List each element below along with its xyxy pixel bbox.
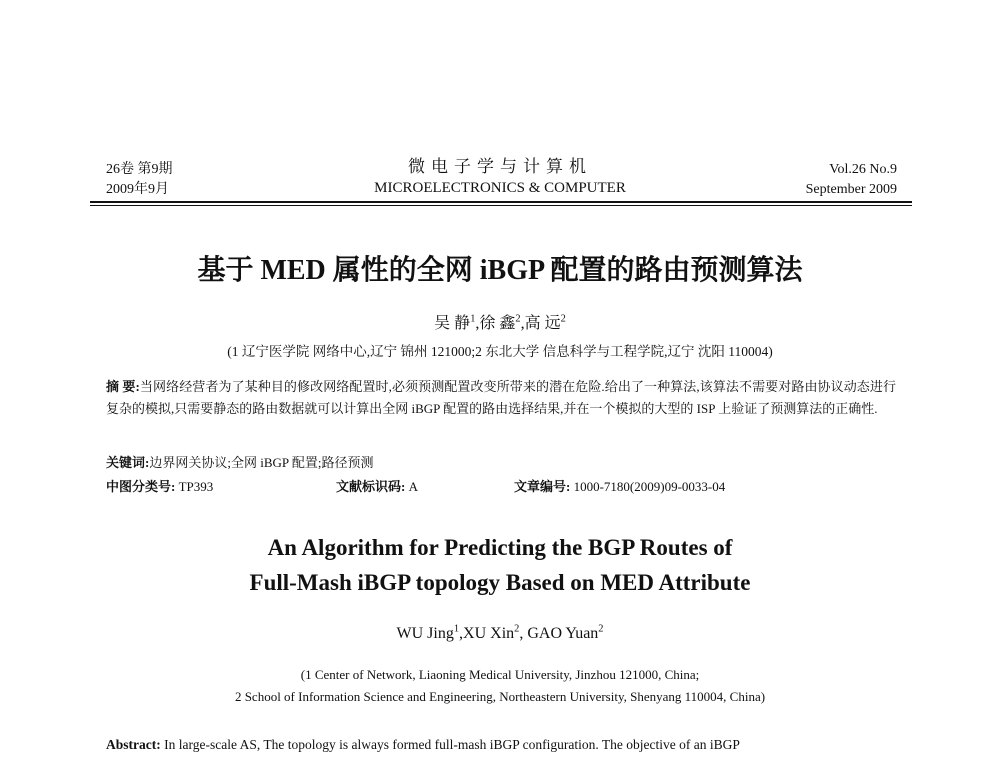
volume-issue-cn: 26卷 第9期	[106, 162, 173, 177]
author-name: 高 远	[524, 315, 561, 332]
author-name: WU Jing	[396, 625, 454, 642]
header-rule-thin	[90, 205, 912, 206]
author-name: 吴 静	[434, 315, 471, 332]
author-separator: ,	[520, 315, 525, 332]
author-affil-mark: 2	[515, 313, 521, 325]
clc-label: 中图分类号:	[106, 479, 176, 494]
header-rule-thick	[90, 201, 912, 203]
article-no-label: 文章编号:	[514, 479, 571, 494]
abstract-text-en: In large-scale AS, The topology is always formed full-mash iBGP configuration. The objective of an iBGP	[164, 737, 740, 752]
affiliation-cn: (1 辽宁医学院 网络中心,辽宁 锦州 121000;2 东北大学 信息科学与工程学院,辽宁 沈阳 110004)	[227, 344, 773, 359]
article-no-value: 1000-7180(2009)09-0033-04	[573, 479, 726, 494]
authors-en: WU Jing$^1$,XU Xin$^2$, GAO Yuan$^2$	[396, 623, 604, 642]
journal-name-en: MICROELECTRONICS & COMPUTER	[374, 180, 626, 196]
clc-number	[106, 476, 336, 498]
volume-issue-en: Vol.26 No.9	[829, 162, 897, 177]
document-code	[336, 476, 514, 498]
author-name: GAO Yuan	[527, 625, 599, 642]
author-affil-mark: 1	[453, 623, 460, 635]
author-affil-mark: 2	[598, 623, 604, 635]
author-affil-mark: 1	[470, 313, 476, 325]
affiliation-en-line2: 2 School of Information Science and Engineering, Northeastern University, Shenyang 110004, China)	[234, 689, 766, 704]
journal-name-cn: 微电子学与计算机	[408, 157, 592, 176]
abstract-label-cn: 摘 要:	[106, 379, 140, 394]
keywords-text-cn: 边界网关协议;全网 iBGP 配置;路径预测	[149, 455, 374, 470]
paper-title-en	[0, 530, 1000, 600]
doc-code-value: A	[408, 479, 418, 494]
date-cn: 2009年9月	[106, 182, 169, 197]
abstract-label-en: Abstract:	[106, 737, 161, 752]
author-separator: ,	[475, 315, 480, 332]
author-affil-mark: 2	[560, 313, 566, 325]
authors-cn	[0, 310, 1000, 333]
date-en: September 2009	[805, 182, 897, 197]
author-name: XU Xin	[463, 625, 515, 642]
author-name: 徐 鑫	[479, 315, 516, 332]
title-en-line1: An Algorithm for Predicting the BGP Routes of	[267, 535, 733, 560]
keywords-cn	[106, 452, 896, 474]
affiliation-en	[0, 664, 1000, 708]
abstract-cn	[106, 376, 896, 420]
affiliation-en-line1: (1 Center of Network, Liaoning Medical University, Jinzhou 121000, China;	[300, 667, 700, 682]
journal-volume-info	[806, 160, 897, 200]
doc-code-label: 文献标识码:	[336, 479, 406, 494]
abstract-text-cn: 当网络经营者为了某种目的修改网络配置时,必须预测配置改变所带来的潜在危险.给出了一种算法,该算法不需要对路由协议动态进行复杂的模拟,只需要静态的路由数据就可以计算出全网 iBGP 配置的路由选择结果,并在一个模拟的大型的 ISP 上验证了预测算法的正确性.	[106, 379, 896, 416]
author-affil-mark: 2	[514, 623, 520, 635]
abstract-en	[106, 734, 896, 756]
article-number	[514, 476, 725, 498]
paper-title-cn: 基于 MED 属性的全网 iBGP 配置的路由预测算法	[197, 255, 803, 286]
classification-line	[106, 476, 896, 498]
keywords-label-cn: 关键词:	[106, 455, 150, 470]
clc-value: TP393	[178, 479, 214, 494]
title-en-line2: Full-Mash iBGP topology Based on MED Attribute	[249, 570, 751, 595]
